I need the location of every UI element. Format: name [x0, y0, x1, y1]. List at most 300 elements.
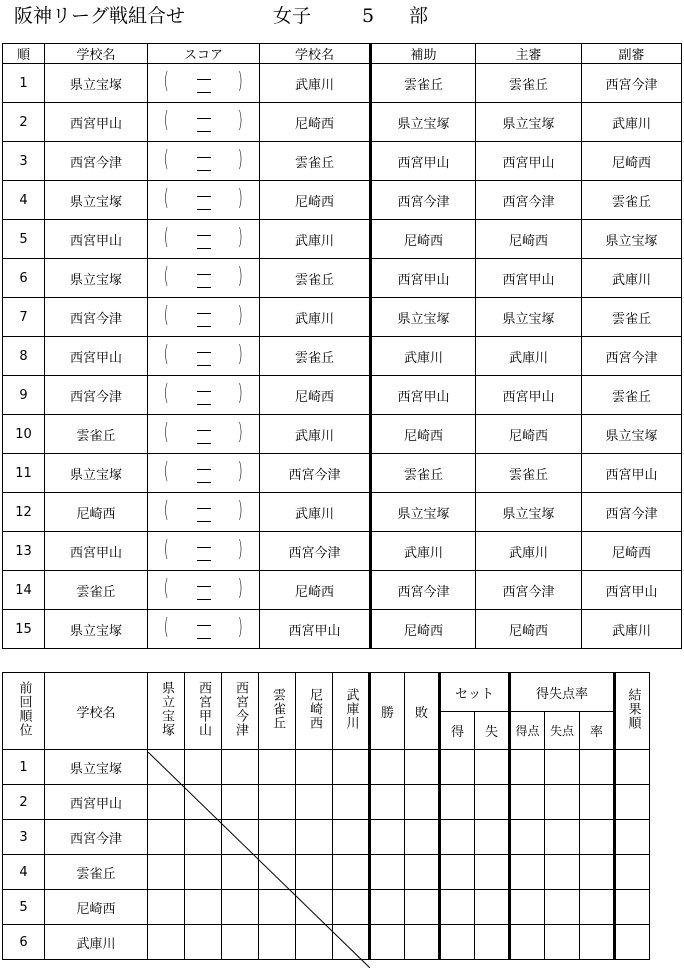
school-name: 西宮甲山	[45, 785, 148, 820]
score-cell[interactable]	[148, 532, 260, 571]
score-dash-upper	[197, 235, 211, 236]
vice-referee: 県立宝塚	[582, 415, 682, 454]
vice-referee: 西宮今津	[582, 64, 682, 103]
school-a: 県立宝塚	[45, 454, 148, 493]
right-paren: )	[238, 420, 244, 445]
score-dash-lower	[197, 638, 211, 639]
schedule-row	[3, 337, 682, 376]
set-for-cell[interactable]	[440, 785, 475, 820]
col-set: セット	[440, 673, 510, 712]
right-paren: )	[238, 381, 244, 406]
vice-referee: 雲雀丘	[582, 376, 682, 415]
score-dash-upper	[197, 430, 211, 431]
title-unit: 部	[409, 5, 429, 27]
chief-referee: 西宮甲山	[476, 142, 582, 181]
chief-referee: 県立宝塚	[476, 493, 582, 532]
col-school-b: 学校名	[260, 44, 371, 64]
schedule-header-row	[3, 44, 682, 64]
final-rank-cell[interactable]	[615, 925, 650, 960]
score-dash-lower	[197, 287, 211, 288]
standings-row	[3, 925, 650, 960]
school-b: 武庫川	[260, 493, 371, 532]
score-dash-lower	[197, 482, 211, 483]
match-no: 15	[3, 610, 45, 649]
schedule-row	[3, 298, 682, 337]
schedule-row	[3, 532, 682, 571]
school-name: 西宮今津	[45, 820, 148, 855]
school-name: 尼崎西	[45, 890, 148, 925]
score-dash-lower	[197, 92, 211, 93]
school-b: 西宮今津	[260, 532, 371, 571]
school-a: 雲雀丘	[45, 571, 148, 610]
points-against-cell[interactable]	[545, 750, 580, 785]
assist: 西宮今津	[371, 571, 476, 610]
score-dash-lower	[197, 599, 211, 600]
result-cell[interactable]	[148, 750, 185, 785]
match-no: 7	[3, 298, 45, 337]
school-b: 尼崎西	[260, 181, 371, 220]
school-name: 武庫川	[45, 925, 148, 960]
score-dash-lower	[197, 365, 211, 366]
title-number: 5	[362, 5, 375, 27]
col-chief: 主審	[476, 44, 582, 64]
score-dash-upper	[197, 586, 211, 587]
left-paren: (	[163, 108, 169, 133]
col-opp-3: 西宮今津	[222, 673, 259, 750]
col-opp-2: 西宮甲山	[185, 673, 222, 750]
score-cell[interactable]	[148, 376, 260, 415]
col-no: 順	[3, 44, 45, 64]
match-no: 6	[3, 259, 45, 298]
set-against-cell[interactable]	[475, 890, 510, 925]
score-dash-upper	[197, 391, 211, 392]
win-cell[interactable]	[370, 820, 405, 855]
result-cell[interactable]	[259, 750, 296, 785]
col-set-for: 得	[440, 712, 475, 750]
school-a: 県立宝塚	[45, 259, 148, 298]
right-paren: )	[238, 615, 244, 640]
score-cell[interactable]	[148, 103, 260, 142]
school-b: 西宮甲山	[260, 610, 371, 649]
match-no: 10	[3, 415, 45, 454]
title-event: 阪神リーグ戦組合せ	[14, 5, 186, 27]
result-cell[interactable]	[185, 750, 222, 785]
school-a: 西宮今津	[45, 298, 148, 337]
vice-referee: 県立宝塚	[582, 220, 682, 259]
result-cell[interactable]	[222, 785, 259, 820]
points-against-cell[interactable]	[545, 855, 580, 890]
result-cell[interactable]	[296, 820, 333, 855]
col-points: 得失点率	[510, 673, 615, 712]
score-dash-upper	[197, 79, 211, 80]
chief-referee: 尼崎西	[476, 220, 582, 259]
schedule-row	[3, 259, 682, 298]
right-paren: )	[238, 576, 244, 601]
assist: 西宮甲山	[371, 376, 476, 415]
vice-referee: 西宮甲山	[582, 571, 682, 610]
school-b: 雲雀丘	[260, 142, 371, 181]
result-cell[interactable]	[222, 820, 259, 855]
col-school-a: 学校名	[45, 44, 148, 64]
set-for-cell[interactable]	[440, 750, 475, 785]
vice-referee: 西宮甲山	[582, 454, 682, 493]
final-rank-cell[interactable]	[615, 820, 650, 855]
school-name: 雲雀丘	[45, 855, 148, 890]
col-assist: 補助	[371, 44, 476, 64]
col-score: スコア	[148, 44, 260, 64]
vice-referee: 武庫川	[582, 610, 682, 649]
set-for-cell[interactable]	[440, 820, 475, 855]
result-cell[interactable]	[185, 785, 222, 820]
loss-cell[interactable]	[405, 785, 440, 820]
school-a: 県立宝塚	[45, 64, 148, 103]
assist: 武庫川	[371, 337, 476, 376]
result-cell[interactable]	[333, 820, 370, 855]
vice-referee: 武庫川	[582, 259, 682, 298]
school-a: 西宮甲山	[45, 337, 148, 376]
schedule-row	[3, 415, 682, 454]
score-dash-lower	[197, 209, 211, 210]
match-no: 1	[3, 64, 45, 103]
score-dash-upper	[197, 625, 211, 626]
win-cell[interactable]	[370, 750, 405, 785]
assist: 雲雀丘	[371, 64, 476, 103]
standings-row	[3, 890, 650, 925]
score-dash-upper	[197, 352, 211, 353]
score-cell[interactable]	[148, 571, 260, 610]
set-for-cell[interactable]	[440, 855, 475, 890]
result-cell[interactable]	[148, 890, 185, 925]
prev-rank: 4	[3, 855, 45, 890]
assist: 西宮今津	[371, 181, 476, 220]
final-rank-cell[interactable]	[615, 890, 650, 925]
set-for-cell[interactable]	[440, 925, 475, 960]
loss-cell[interactable]	[405, 890, 440, 925]
assist: 県立宝塚	[371, 493, 476, 532]
result-cell[interactable]	[259, 925, 296, 960]
match-no: 5	[3, 220, 45, 259]
school-b: 武庫川	[260, 415, 371, 454]
score-cell[interactable]	[148, 493, 260, 532]
result-cell[interactable]	[296, 785, 333, 820]
set-against-cell[interactable]	[475, 855, 510, 890]
assist: 西宮甲山	[371, 142, 476, 181]
chief-referee: 雲雀丘	[476, 454, 582, 493]
chief-referee: 尼崎西	[476, 415, 582, 454]
points-against-cell[interactable]	[545, 820, 580, 855]
result-cell[interactable]	[296, 855, 333, 890]
left-paren: (	[163, 459, 169, 484]
prev-rank: 1	[3, 750, 45, 785]
result-cell[interactable]	[148, 925, 185, 960]
school-b: 尼崎西	[260, 103, 371, 142]
ratio-cell[interactable]	[580, 890, 615, 925]
schedule-row	[3, 571, 682, 610]
col-prev-rank: 前回順位	[3, 673, 45, 750]
result-cell[interactable]	[222, 925, 259, 960]
result-cell[interactable]	[222, 750, 259, 785]
final-rank-cell[interactable]	[615, 855, 650, 890]
col-result: 結果順	[615, 673, 650, 750]
score-cell[interactable]	[148, 181, 260, 220]
standings-table	[2, 672, 650, 960]
ratio-cell[interactable]	[580, 925, 615, 960]
vice-referee: 西宮今津	[582, 493, 682, 532]
right-paren: )	[238, 459, 244, 484]
col-school: 学校名	[45, 673, 148, 750]
match-no: 11	[3, 454, 45, 493]
points-for-cell[interactable]	[510, 785, 545, 820]
col-points-against: 失点	[545, 712, 580, 750]
result-cell[interactable]	[148, 785, 185, 820]
vice-referee: 雲雀丘	[582, 298, 682, 337]
score-dash-upper	[197, 157, 211, 158]
score-cell[interactable]	[148, 454, 260, 493]
vice-referee: 尼崎西	[582, 142, 682, 181]
ratio-cell[interactable]	[580, 750, 615, 785]
right-paren: )	[238, 69, 244, 94]
score-dash-upper	[197, 118, 211, 119]
right-paren: )	[238, 147, 244, 172]
score-cell[interactable]	[148, 220, 260, 259]
score-dash-lower	[197, 170, 211, 171]
chief-referee: 県立宝塚	[476, 298, 582, 337]
result-cell[interactable]	[333, 855, 370, 890]
left-paren: (	[163, 225, 169, 250]
school-b: 西宮今津	[260, 454, 371, 493]
right-paren: )	[238, 264, 244, 289]
standings-row	[3, 820, 650, 855]
score-cell[interactable]	[148, 64, 260, 103]
match-no: 9	[3, 376, 45, 415]
chief-referee: 西宮今津	[476, 571, 582, 610]
points-against-cell[interactable]	[545, 785, 580, 820]
vice-referee: 武庫川	[582, 103, 682, 142]
left-paren: (	[163, 381, 169, 406]
left-paren: (	[163, 147, 169, 172]
standings-row	[3, 750, 650, 785]
final-rank-cell[interactable]	[615, 750, 650, 785]
right-paren: )	[238, 108, 244, 133]
col-vice: 副審	[582, 44, 682, 64]
points-for-cell[interactable]	[510, 750, 545, 785]
assist: 尼崎西	[371, 610, 476, 649]
school-b: 武庫川	[260, 298, 371, 337]
col-set-against: 失	[475, 712, 510, 750]
score-cell[interactable]	[148, 259, 260, 298]
points-against-cell[interactable]	[545, 925, 580, 960]
result-cell[interactable]	[259, 855, 296, 890]
chief-referee: 武庫川	[476, 532, 582, 571]
loss-cell[interactable]	[405, 925, 440, 960]
win-cell[interactable]	[370, 855, 405, 890]
score-dash-lower	[197, 443, 211, 444]
left-paren: (	[163, 342, 169, 367]
prev-rank: 6	[3, 925, 45, 960]
chief-referee: 県立宝塚	[476, 103, 582, 142]
chief-referee: 武庫川	[476, 337, 582, 376]
right-paren: )	[238, 537, 244, 562]
ratio-cell[interactable]	[580, 820, 615, 855]
points-for-cell[interactable]	[510, 820, 545, 855]
schedule-table	[2, 43, 682, 649]
school-b: 武庫川	[260, 220, 371, 259]
col-opp-6: 武庫川	[333, 673, 370, 750]
schedule-row	[3, 454, 682, 493]
loss-cell[interactable]	[405, 820, 440, 855]
assist: 尼崎西	[371, 415, 476, 454]
school-a: 西宮今津	[45, 142, 148, 181]
match-no: 8	[3, 337, 45, 376]
result-cell[interactable]	[185, 855, 222, 890]
result-cell[interactable]	[333, 750, 370, 785]
result-cell[interactable]	[296, 925, 333, 960]
score-dash-lower	[197, 326, 211, 327]
score-cell[interactable]	[148, 415, 260, 454]
school-b: 武庫川	[260, 64, 371, 103]
chief-referee: 西宮甲山	[476, 376, 582, 415]
final-rank-cell[interactable]	[615, 785, 650, 820]
score-cell[interactable]	[148, 610, 260, 649]
match-no: 3	[3, 142, 45, 181]
match-no: 4	[3, 181, 45, 220]
score-dash-upper	[197, 469, 211, 470]
schedule-row	[3, 64, 682, 103]
school-a: 尼崎西	[45, 493, 148, 532]
standings-row	[3, 785, 650, 820]
col-loss: 敗	[405, 673, 440, 750]
result-cell[interactable]	[148, 820, 185, 855]
prev-rank: 5	[3, 890, 45, 925]
assist: 県立宝塚	[371, 298, 476, 337]
result-cell[interactable]	[185, 820, 222, 855]
score-dash-lower	[197, 560, 211, 561]
score-dash-upper	[197, 547, 211, 548]
chief-referee: 西宮今津	[476, 181, 582, 220]
match-no: 12	[3, 493, 45, 532]
left-paren: (	[163, 186, 169, 211]
score-dash-upper	[197, 313, 211, 314]
school-a: 西宮甲山	[45, 220, 148, 259]
school-a: 西宮甲山	[45, 103, 148, 142]
ratio-cell[interactable]	[580, 785, 615, 820]
col-opp-1: 県立宝塚	[148, 673, 185, 750]
school-b: 尼崎西	[260, 376, 371, 415]
schedule-row	[3, 493, 682, 532]
ratio-cell[interactable]	[580, 855, 615, 890]
result-cell[interactable]	[148, 855, 185, 890]
chief-referee: 雲雀丘	[476, 64, 582, 103]
score-dash-lower	[197, 521, 211, 522]
win-cell[interactable]	[370, 785, 405, 820]
school-name: 県立宝塚	[45, 750, 148, 785]
score-cell[interactable]	[148, 298, 260, 337]
set-against-cell[interactable]	[475, 750, 510, 785]
schedule-row	[3, 376, 682, 415]
schedule-row	[3, 610, 682, 649]
vice-referee: 西宮今津	[582, 337, 682, 376]
right-paren: )	[238, 225, 244, 250]
points-for-cell[interactable]	[510, 855, 545, 890]
loss-cell[interactable]	[405, 750, 440, 785]
result-cell[interactable]	[222, 855, 259, 890]
result-cell[interactable]	[333, 925, 370, 960]
school-b: 雲雀丘	[260, 337, 371, 376]
score-dash-lower	[197, 131, 211, 132]
left-paren: (	[163, 69, 169, 94]
prev-rank: 3	[3, 820, 45, 855]
result-cell[interactable]	[259, 820, 296, 855]
assist: 武庫川	[371, 532, 476, 571]
result-cell[interactable]	[259, 890, 296, 925]
match-no: 14	[3, 571, 45, 610]
col-opp-5: 尼崎西	[296, 673, 333, 750]
standings-row	[3, 855, 650, 890]
prev-rank: 2	[3, 785, 45, 820]
points-for-cell[interactable]	[510, 890, 545, 925]
score-cell[interactable]	[148, 142, 260, 181]
points-against-cell[interactable]	[545, 890, 580, 925]
schedule-row	[3, 181, 682, 220]
match-no: 13	[3, 532, 45, 571]
left-paren: (	[163, 420, 169, 445]
result-cell[interactable]	[185, 925, 222, 960]
score-dash-upper	[197, 508, 211, 509]
result-cell[interactable]	[222, 890, 259, 925]
assist: 県立宝塚	[371, 103, 476, 142]
result-cell[interactable]	[296, 890, 333, 925]
left-paren: (	[163, 576, 169, 601]
right-paren: )	[238, 186, 244, 211]
vice-referee: 雲雀丘	[582, 181, 682, 220]
chief-referee: 尼崎西	[476, 610, 582, 649]
col-win: 勝	[370, 673, 405, 750]
left-paren: (	[163, 537, 169, 562]
score-cell[interactable]	[148, 337, 260, 376]
loss-cell[interactable]	[405, 855, 440, 890]
result-cell[interactable]	[296, 750, 333, 785]
result-cell[interactable]	[185, 890, 222, 925]
vice-referee: 尼崎西	[582, 532, 682, 571]
score-dash-upper	[197, 196, 211, 197]
assist: 西宮甲山	[371, 259, 476, 298]
set-against-cell[interactable]	[475, 925, 510, 960]
schedule-row	[3, 220, 682, 259]
set-for-cell[interactable]	[440, 890, 475, 925]
school-b: 雲雀丘	[260, 259, 371, 298]
col-opp-4: 雲雀丘	[259, 673, 296, 750]
schedule-row	[3, 142, 682, 181]
set-against-cell[interactable]	[475, 785, 510, 820]
title-category: 女子	[273, 5, 312, 27]
match-no: 2	[3, 103, 45, 142]
school-a: 西宮甲山	[45, 532, 148, 571]
school-a: 西宮今津	[45, 376, 148, 415]
col-ratio: 率	[580, 712, 615, 750]
result-cell[interactable]	[333, 890, 370, 925]
win-cell[interactable]	[370, 890, 405, 925]
school-a: 県立宝塚	[45, 610, 148, 649]
score-dash-lower	[197, 404, 211, 405]
result-cell[interactable]	[333, 785, 370, 820]
col-points-for: 得点	[510, 712, 545, 750]
result-cell[interactable]	[259, 785, 296, 820]
schedule-row	[3, 103, 682, 142]
assist: 雲雀丘	[371, 454, 476, 493]
set-against-cell[interactable]	[475, 820, 510, 855]
points-for-cell[interactable]	[510, 925, 545, 960]
win-cell[interactable]	[370, 925, 405, 960]
